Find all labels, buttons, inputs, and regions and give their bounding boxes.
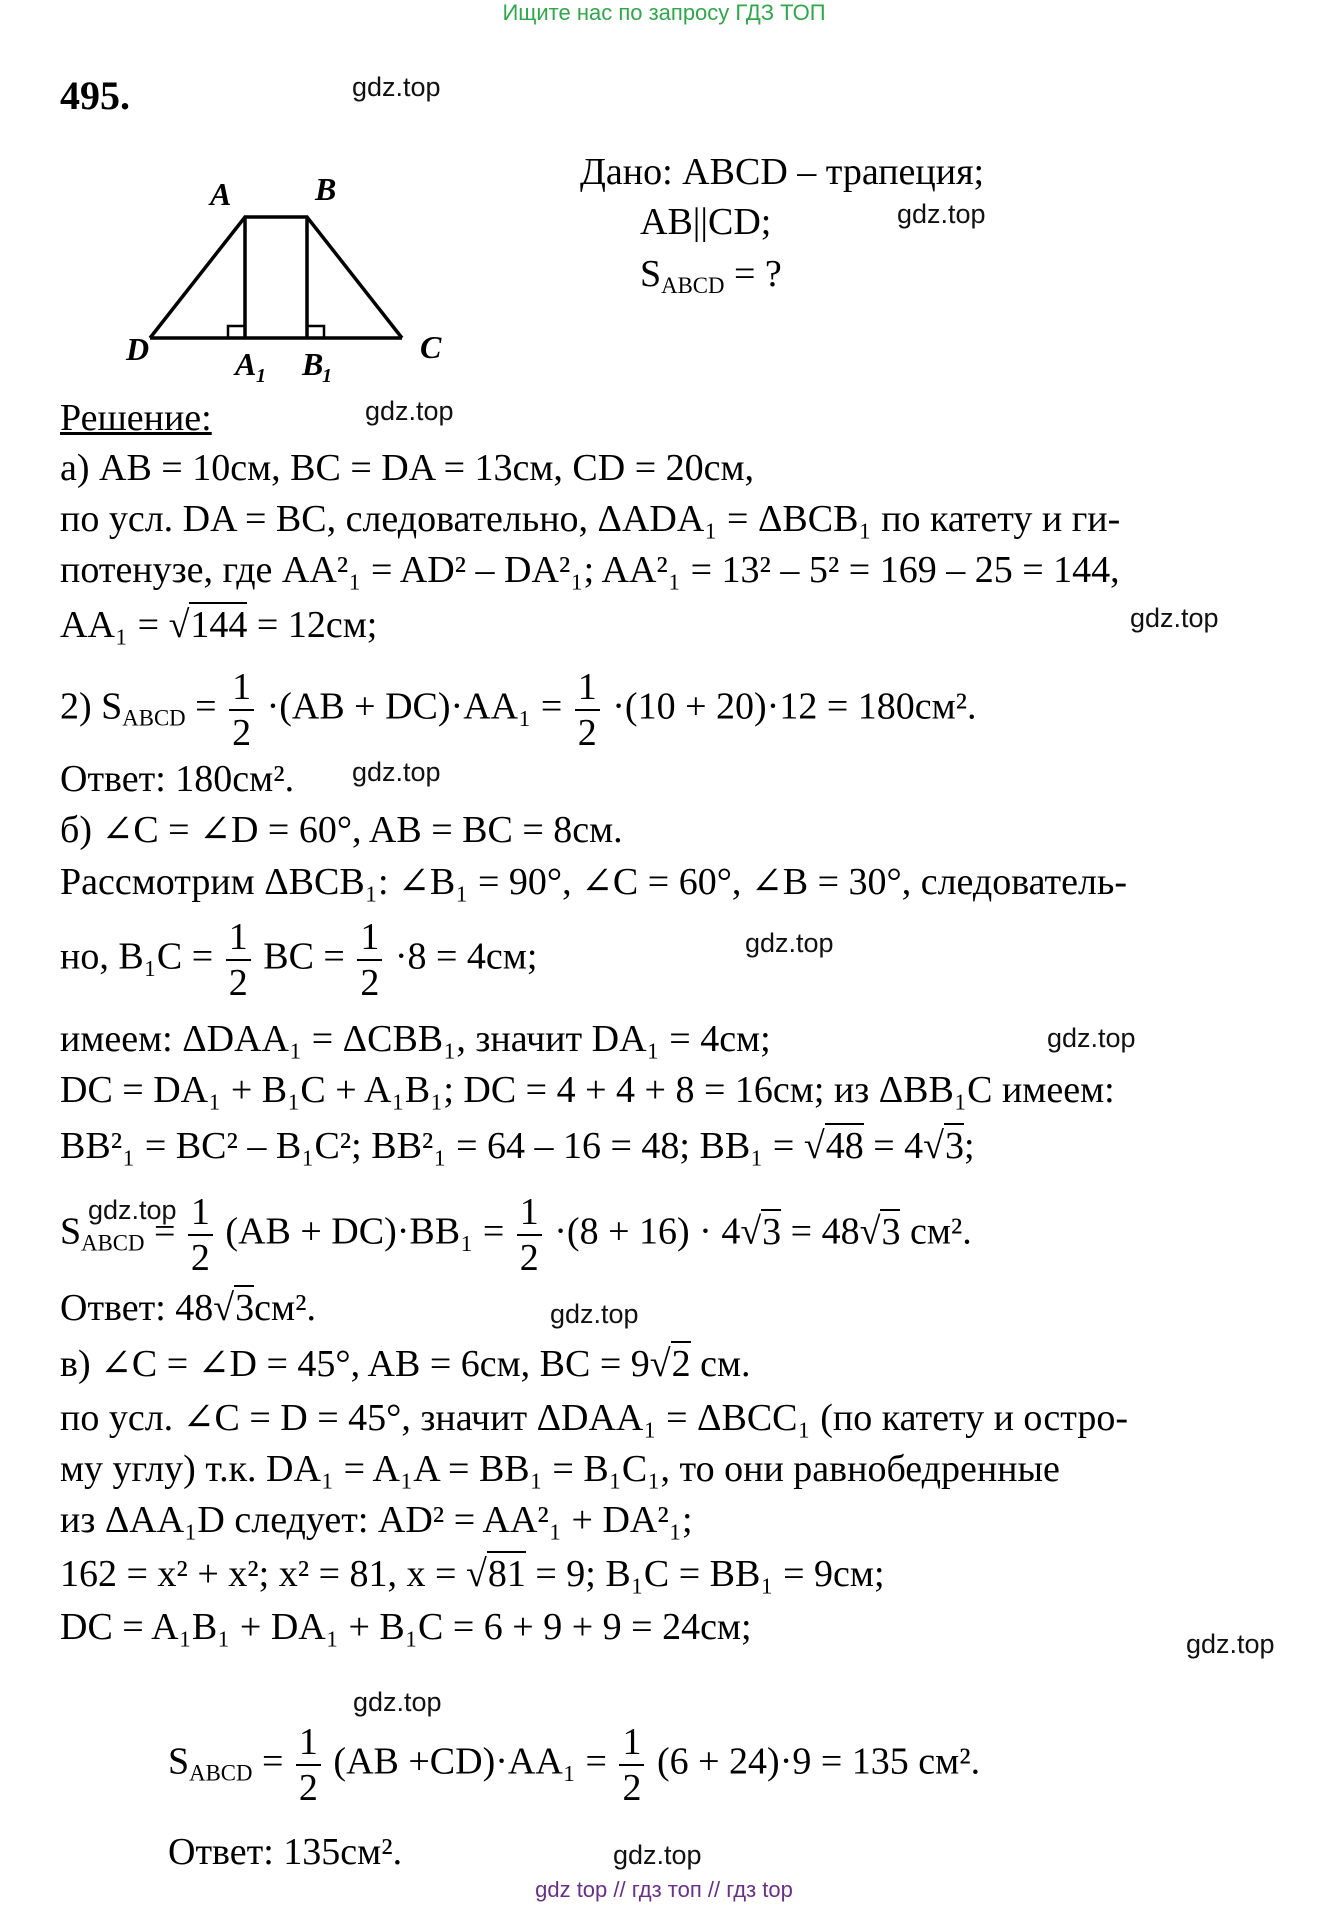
watermark: gdz.top — [745, 928, 834, 958]
part-c-line-6: DC = A₁B₁ + DA₁ + B₁C = 6 + 9 + 9 = 24см; — [60, 1606, 752, 1648]
given-line-3: $S_{ABCD}$ = ? — [640, 253, 782, 298]
part-a-line-5: 2) $S_{ABCD}$ = $\frac{1}{2}$ ·(AB + DC)·AA₁ = $\frac{1}{2}$ ·(10 + 20)·12 = 180см². — [60, 666, 977, 754]
part-a-line-3: потенузе, где AA²₁ = AD² – DA²₁; AA²₁ = 13² – 5² = 169 – 25 = 144, — [60, 549, 1120, 591]
trapezoid-diagram — [110, 160, 470, 400]
label-b1-sub: 1 — [322, 365, 332, 387]
part-c-line-3: му углу) т.к. DA₁ = A₁A = BB₁ = B₁C₁, то они равнобедренные — [60, 1448, 1060, 1490]
part-b-line-6: BB²₁ = BC² – B₁C²; BB²₁ = 64 – 16 = 48; BB₁ = √48 = 4√3; — [60, 1125, 975, 1167]
fraction-half: $\frac{1}{2}$ — [357, 915, 382, 1005]
label-b: B — [315, 171, 337, 207]
watermark: gdz.top — [613, 1840, 702, 1870]
label-a: A — [210, 176, 232, 212]
fraction-half: $\frac{1}{2}$ — [575, 665, 600, 755]
watermark: gdz.top — [897, 199, 986, 229]
label-a1-sub: 1 — [256, 365, 266, 387]
part-b-line-7: $S_{ABCD}$ = $\frac{1}{2}$ (AB + DC)·BB₁ = $\frac{1}{2}$ ·(8 + 16) · 4√3 = 48√3 см². — [60, 1191, 972, 1279]
watermark: gdz.top — [550, 1299, 639, 1329]
part-c-line-5: 162 = x² + x²; x² = 81, x = √81 = 9; B₁C = BB₁ = 9см; — [60, 1553, 885, 1595]
given-line-2: AB||CD; — [640, 201, 772, 243]
fraction-half: $\frac{1}{2}$ — [229, 665, 254, 755]
watermark: gdz.top — [88, 1195, 177, 1225]
part-b-line-3: но, B₁C = $\frac{1}{2}$ BC = $\frac{1}{2}$ ·8 = 4см; — [60, 916, 538, 1004]
part-b-line-1: б) ∠C = ∠D = 60°, AB = BC = 8см. — [60, 809, 623, 851]
watermark: gdz.top — [352, 72, 441, 102]
part-a-line-2: по усл. DA = BC, следовательно, ΔADA₁ = ΔBCB₁ по катету и ги- — [60, 498, 1121, 540]
solution-heading: Решение: — [60, 397, 212, 439]
right-angle-b1 — [307, 326, 324, 338]
part-c-line-1: в) ∠C = ∠D = 45°, AB = 6см, BC = 9√2 см. — [60, 1343, 751, 1385]
fraction-half: $\frac{1}{2}$ — [188, 1190, 213, 1280]
part-b-answer: Ответ: 48√3см². — [60, 1287, 316, 1329]
label-b1: B — [302, 346, 324, 382]
problem-number: 495. — [60, 73, 130, 118]
part-a-answer: Ответ: 180см². — [60, 758, 295, 800]
part-c-line-7: $S_{ABCD}$ = $\frac{1}{2}$ (AB +CD)·AA₁ = $\frac{1}{2}$ (6 + 24)·9 = 135 см². — [168, 1721, 981, 1809]
part-b-line-5: DC = DA₁ + B₁C + A₁B₁; DC = 4 + 4 + 8 = 16см; из ΔBB₁C имеем: — [60, 1069, 1115, 1111]
part-b-line-4: имеем: ΔDAA₁ = ΔCBB₁, значит DA₁ = 4см; — [60, 1018, 771, 1060]
part-b-line-2: Рассмотрим ΔBCB₁: ∠B₁ = 90°, ∠C = 60°, ∠B = 30°, следователь- — [60, 861, 1127, 903]
given-line-1: Дано: ABCD – трапеция; — [580, 151, 985, 193]
watermark: gdz.top — [1130, 603, 1219, 633]
footer-links[interactable]: gdz top // гдз топ // гдз top — [535, 1877, 793, 1902]
top-banner: Ищите нас по запросу ГДЗ ТОП — [502, 0, 826, 25]
watermark: gdz.top — [365, 396, 454, 426]
part-a-line-4: AA₁ = √144 = 12см; — [60, 604, 378, 646]
label-a1: A — [235, 346, 257, 382]
part-a-line-1: а) AB = 10см, BC = DA = 13см, CD = 20см, — [60, 447, 755, 489]
label-d: D — [126, 331, 150, 367]
fraction-half: $\frac{1}{2}$ — [619, 1720, 644, 1810]
fraction-half: $\frac{1}{2}$ — [226, 915, 251, 1005]
watermark: gdz.top — [1186, 1629, 1275, 1659]
watermark: gdz.top — [1047, 1023, 1136, 1053]
fraction-half: $\frac{1}{2}$ — [296, 1720, 321, 1810]
part-c-line-4: из ΔAA₁D следует: AD² = AA²₁ + DA²₁; — [60, 1499, 693, 1541]
fraction-half: $\frac{1}{2}$ — [517, 1190, 542, 1280]
watermark: gdz.top — [353, 1687, 442, 1717]
label-c: C — [420, 329, 442, 365]
right-angle-a1 — [228, 326, 245, 338]
trapezoid-outline — [150, 217, 402, 338]
part-c-answer: Ответ: 135см². — [168, 1831, 403, 1873]
watermark: gdz.top — [352, 757, 441, 787]
part-c-line-2: по усл. ∠C = D = 45°, значит ΔDAA₁ = ΔBCC₁ (по катету и остро- — [60, 1397, 1128, 1439]
